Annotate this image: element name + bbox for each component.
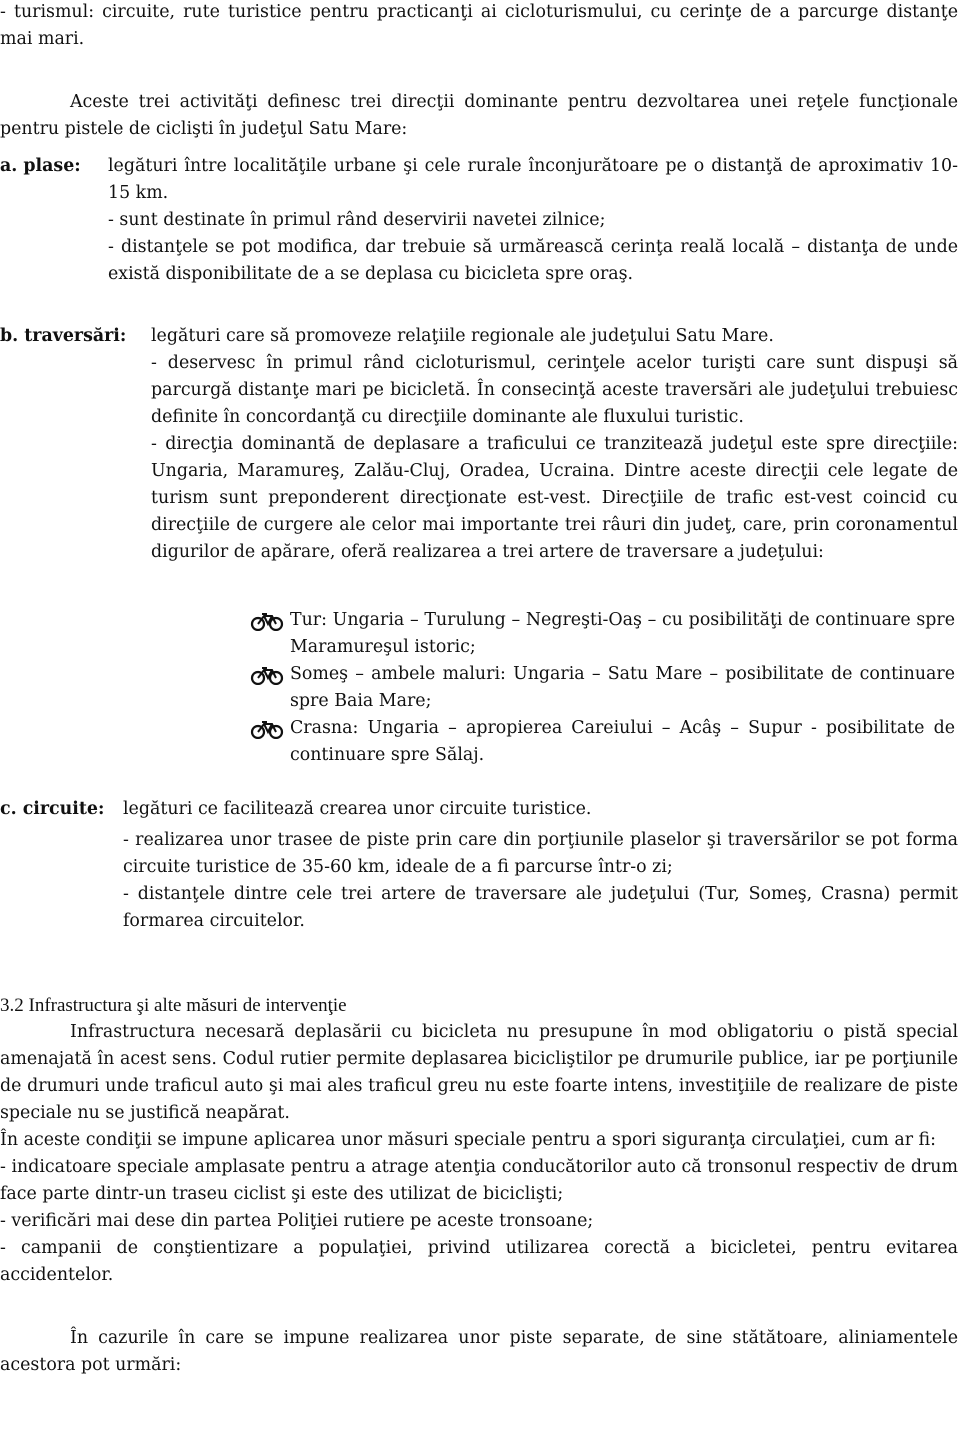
intro-paragraph: Aceste trei activităţi definesc trei direcţii dominante pentru dezvoltarea unei reţele funcţionale pentru pistele de ciclişti în judeţul Satu Mare: [0, 92, 958, 139]
section-b-main: legături care să promoveze relaţiile regionale ale judeţului Satu Mare. [151, 326, 774, 346]
section-paragraph-1: Infrastructura necesară deplasării cu bicicleta nu presupune în mod obligatoriu o pistă special amenajată în acest sens. Codul rutier permite deplasarea bicicliştilor pe drumurile publice, iar pe porţiunile de drumuri unde traficul auto şi mai ales traficul greu nu este foarte intens, investiţiile de realizare de piste speciale nu se justifică neapărat. [0, 1022, 958, 1123]
section-paragraph-2: În aceste condiţii se impune aplicarea unor măsuri speciale pentru a spori siguranţa circulaţiei, cum ar fi: [0, 1130, 936, 1150]
section-a-point-1: - sunt destinate în primul rând deservirii navetei zilnice; [108, 210, 606, 230]
list-item: Crasna: Ungaria – apropierea Careiului – Acâş – Supur - posibilitate de continuare spre Sălaj. [250, 715, 955, 769]
list-item: Tur: Ungaria – Turulung – Negreşti-Oaş – cu posibilităţi de continuare spre Maramureşul istoric; [250, 607, 955, 661]
section-b-label: b. traversări: [0, 326, 127, 346]
section-c-point-2: - distanţele dintre cele trei artere de traversare ale judeţului (Tur, Someş, Crasna) permit formarea circuitelor. [123, 884, 958, 931]
traverse-list [250, 607, 955, 769]
bicycle-icon [250, 665, 286, 685]
section-c-point-1: - realizarea unor trasee de piste prin care din porţiunile plaselor şi traversărilor se pot forma circuite turistice de 35-60 km, ideale de a fi parcurse într-o zi; [123, 830, 958, 877]
bicycle-icon [250, 719, 286, 739]
section-a-label: a. plase: [0, 156, 81, 176]
section-b-point-1: - deservesc în primul rând cicloturismul, cerinţele acelor turişti care sunt dispuşi să parcurgă distanţe mari pe bicicletă. În consecinţă aceste traversări ale judeţului trebuiesc definite în concordanţă cu direcţiile dominante ale fluxului turistic. [151, 353, 958, 427]
measure-item-1: - indicatoare speciale amplasate pentru a atrage atenţia conducătorilor auto că tronsonul respectiv de drum face parte dintr-un traseu ciclist şi este des utilizat de biciclişti; [0, 1157, 958, 1204]
section-b [0, 323, 958, 566]
list-item: Someş – ambele maluri: Ungaria – Satu Mare – posibilitate de continuare spre Baia Mare; [250, 661, 955, 715]
section-heading: 3.2 Infrastructura şi alte măsuri de intervenţie [0, 995, 347, 1016]
section-3-2 [0, 992, 958, 1379]
intro-line: - turismul: circuite, rute turistice pentru practicanţi ai cicloturismului, cu cerinţe de a parcurge distanţe mai mari. [0, 2, 958, 49]
section-paragraph-3: În cazurile în care se impune realizarea unor piste separate, de sine stătătoare, aliniamentele acestora pot urmări: [0, 1328, 958, 1375]
section-a-main: legături între localităţile urbane şi cele rurale înconjurătoare pe o distanţă de aproximativ 10-15 km. [108, 156, 958, 203]
section-c-label: c. circuite: [0, 799, 105, 819]
section-c [0, 796, 958, 935]
bicycle-icon [250, 611, 286, 631]
measure-item-2: - verificări mai dese din partea Poliţiei rutiere pe aceste tronsoane; [0, 1211, 594, 1231]
measure-item-3: - campanii de conştientizare a populaţiei, privind utilizarea corectă a bicicletei, pentru evitarea accidentelor. [0, 1238, 958, 1285]
section-a-point-2: - distanţele se pot modifica, dar trebuie să urmărească cerinţa reală locală – distanţa de unde există disponibilitate de a se deplasa cu bicicleta spre oraş. [108, 237, 958, 284]
section-b-point-2: - direcţia dominantă de deplasare a traficului ce tranzitează judeţul este spre direcţiile: Ungaria, Maramureş, Zalău-Cluj, Oradea, Ucraina. Dintre aceste direcţii cele legate de turism sunt preponderent direcţionate est-vest. Direcţiile de trafic est-vest coincid cu direcţiile de curgere ale celor mai importante trei râuri din judeţ, care, prin coronamentul digurilor de apărare, oferă realizarea a trei artere de traversare a judeţului: [151, 434, 958, 562]
section-a [0, 153, 958, 288]
section-c-main: legături ce facilitează crearea unor circuite turistice. [123, 799, 592, 819]
